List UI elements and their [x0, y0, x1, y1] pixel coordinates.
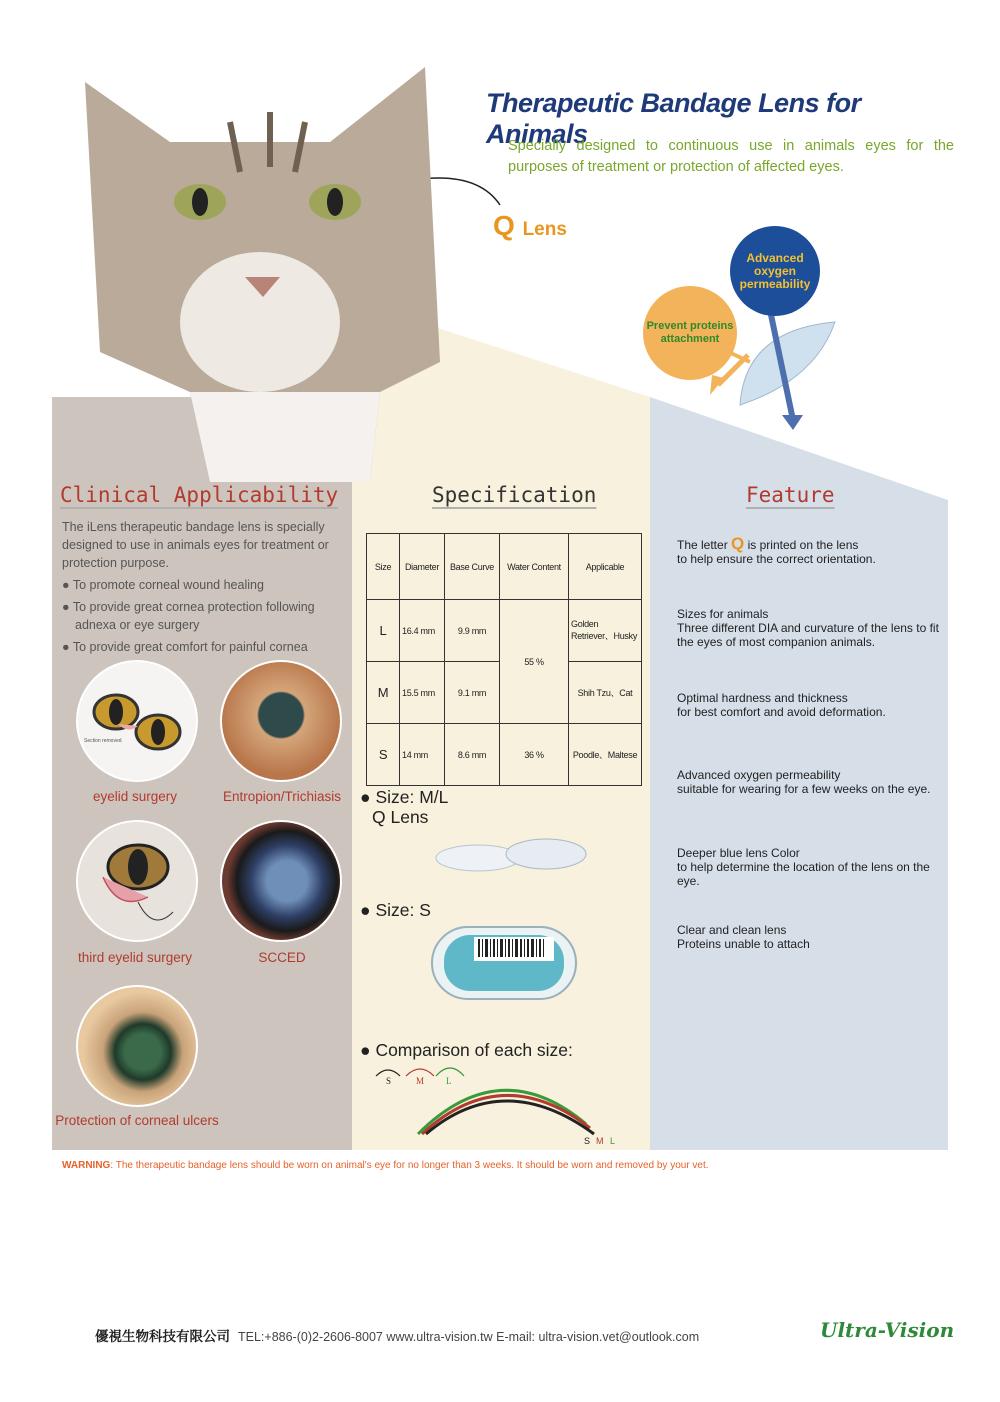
feature-item: Optimal hardness and thickness for best comfort and avoid deformation. — [677, 691, 886, 719]
table-row: M 15.5 mm 9.1 mm Shih Tzu、Cat — [367, 662, 642, 724]
company-name: 優視生物科技有限公司 — [95, 1329, 230, 1344]
table-row: L 16.4 mm 9.9 mm 55 % Golden Retriever、Husky — [367, 600, 642, 662]
spec-heading: Specification — [432, 483, 597, 507]
size-ml-label: ● Size: M/L Q Lens — [360, 787, 449, 827]
cmp-l-small: L — [446, 1076, 452, 1086]
comparison-label: ● Comparison of each size: — [360, 1040, 573, 1060]
s-lens-package-image — [430, 925, 578, 1001]
feature-item: Advanced oxygen permeability suitable for wearing for a few weeks on the eye. — [677, 768, 931, 796]
caption-scced: SCCED — [258, 950, 306, 965]
spec-table — [366, 533, 642, 786]
cmp-m: M — [596, 1136, 604, 1146]
table-row: S 14 mm 8.6 mm 36 % Poodle、Maltese — [367, 724, 642, 786]
section-removed-label: Section removed — [84, 738, 122, 744]
page-title: Therapeutic Bandage Lens for Animals — [486, 88, 861, 149]
contact-info: TEL:+886-(0)2-2606-8007 www.ultra-vision.tw E-mail: ultra-vision.vet@outlook.com — [238, 1330, 700, 1344]
col-diameter: Diameter — [400, 534, 445, 600]
footer-contact — [95, 1325, 699, 1345]
warning-text: WARNING: The therapeutic bandage lens should be worn on animal's eye for no longer than 3 weeks. It should be worn and removed by your vet. — [62, 1160, 709, 1171]
proteins-bubble: Prevent proteins attachment — [643, 286, 737, 380]
entropion-image — [220, 660, 342, 782]
caption-eyelid-surgery: eyelid surgery — [92, 789, 178, 804]
col-water: Water Content — [500, 534, 569, 600]
list-item: ● To provide great cornea protection following adnexa or eye surgery — [62, 600, 315, 632]
cmp-l: L — [610, 1136, 616, 1146]
ultra-vision-logo: Ultra-Vision — [820, 1318, 955, 1342]
eyelid-surgery-image — [76, 660, 198, 782]
cmp-m-small: M — [416, 1076, 425, 1086]
caption-corneal-ulcers: Protection of corneal ulcers — [55, 1113, 219, 1128]
feature-letter-q: The letter Q is printed on the lens to help ensure the correct orientation. — [677, 534, 876, 566]
cmp-s: S — [584, 1136, 591, 1146]
third-eyelid-image — [76, 820, 198, 942]
cat-photo — [80, 62, 450, 482]
page-subtitle: Specially designed to continuous use in animals eyes for the purposes of treatment or protection of affected eyes. — [508, 138, 954, 175]
lens-word: Lens — [522, 219, 567, 240]
list-item: ● To promote corneal wound healing — [62, 578, 264, 592]
clinical-intro: The iLens therapeutic bandage lens is specially designed to use in animals eyes for treatment or protection purpose. — [62, 520, 329, 570]
clinical-heading: Clinical Applicability — [60, 483, 339, 507]
caption-third-eyelid: third eyelid surgery — [77, 950, 193, 965]
cmp-s-small: S — [386, 1076, 392, 1086]
q-letter: Q — [493, 210, 515, 241]
feature-item: Clear and clean lens Proteins unable to attach — [677, 923, 810, 951]
list-item: ● To provide great comfort for painful cornea — [62, 640, 308, 654]
col-base-curve: Base Curve — [445, 534, 500, 600]
col-applicable: Applicable — [569, 534, 642, 600]
clinical-list — [62, 576, 354, 660]
oxygen-bubble: Advanced oxygen permeability — [730, 226, 820, 316]
feature-item: Deeper blue lens Color to help determine the location of the lens on the eye. — [677, 846, 930, 888]
feature-item: Sizes for animals Three different DIA and curvature of the lens to fit the eyes of most companion animals. — [677, 607, 939, 649]
corneal-ulcer-image — [76, 985, 198, 1107]
scced-image — [220, 820, 342, 942]
feature-heading: Feature — [746, 483, 835, 507]
size-s-label: ● Size: S — [360, 900, 431, 920]
size-comparison-diagram — [370, 1062, 630, 1147]
ml-lens-image — [428, 830, 588, 880]
q-lens-label — [493, 210, 567, 242]
caption-entropion: Entropion/Trichiasis — [222, 789, 342, 804]
col-size: Size — [367, 534, 400, 600]
